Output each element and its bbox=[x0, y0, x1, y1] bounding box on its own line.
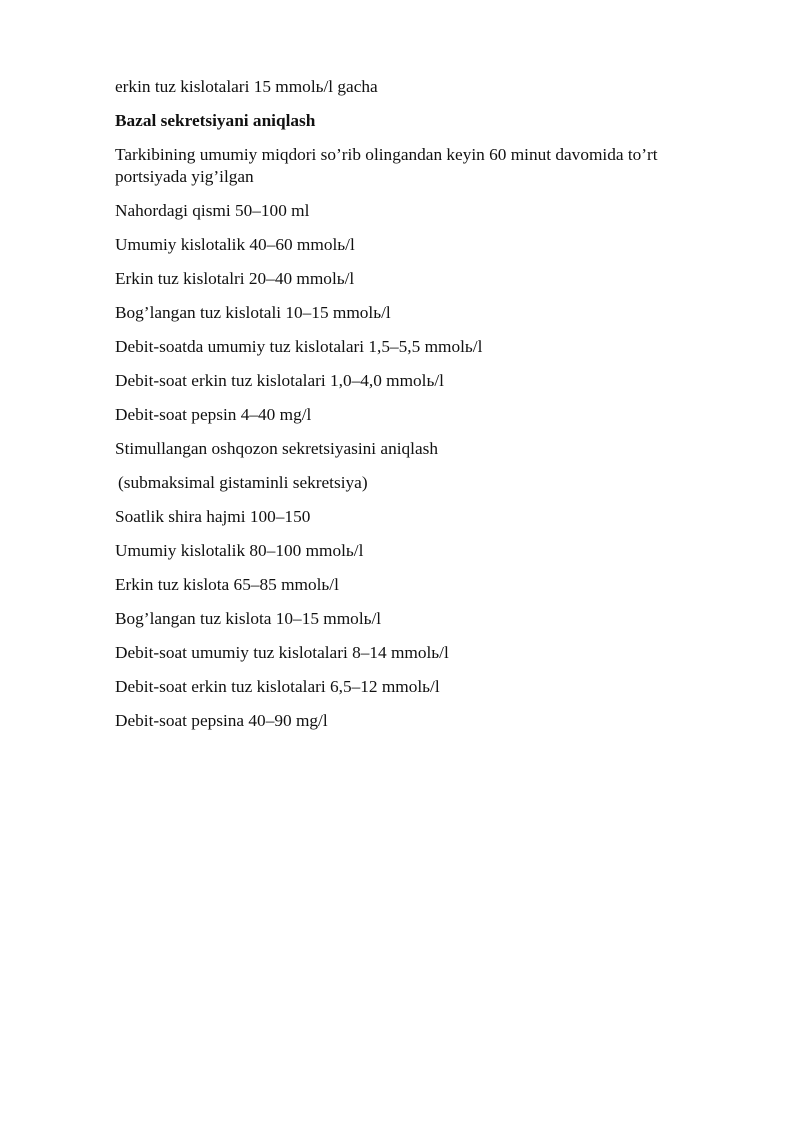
text-line-stim-bound-hcl: Bog’langan tuz kislota 10–15 mmolь/l bbox=[115, 609, 382, 628]
document-body bbox=[115, 76, 715, 744]
text-line-debit-pepsin: Debit-soat pepsin 4–40 mg/l bbox=[115, 405, 312, 424]
text-line-stim-debit-free-hcl: Debit-soat erkin tuz kislotalari 6,5–12 mmolь/l bbox=[115, 677, 440, 696]
text-line-bound-hcl: Bog’langan tuz kislotali 10–15 mmolь/l bbox=[115, 303, 391, 322]
text-line-stim-total-acidity: Umumiy kislotalik 80–100 mmolь/l bbox=[115, 541, 364, 560]
text-line-fasting-portion: Nahordagi qismi 50–100 ml bbox=[115, 201, 310, 220]
text-line-free-hcl: Erkin tuz kislotalri 20–40 mmolь/l bbox=[115, 269, 355, 288]
text-line-submaximal-histamine: (submaksimal gistaminli sekretsiya) bbox=[118, 473, 368, 492]
text-line-stim-debit-pepsin: Debit-soat pepsina 40–90 mg/l bbox=[115, 711, 328, 730]
section-heading-basal-secretion: Bazal sekretsiyani aniqlash bbox=[115, 111, 316, 130]
text-line-stim-debit-total-hcl: Debit-soat umumiy tuz kislotalari 8–14 mmolь/l bbox=[115, 643, 449, 662]
text-line-hourly-juice-volume: Soatlik shira hajmi 100–150 bbox=[115, 507, 311, 526]
text-line-total-acidity: Umumiy kislotalik 40–60 mmolь/l bbox=[115, 235, 355, 254]
section-heading-stimulated-secretion: Stimullangan oshqozon sekretsiyasini aniqlash bbox=[115, 439, 439, 458]
text-paragraph-collection-method: Tarkibining umumiy miqdori so’rib olingandan keyin 60 minut davomida to’rt portsiyada yig’ilgan bbox=[115, 145, 658, 186]
text-line-debit-free-hcl: Debit-soat erkin tuz kislotalari 1,0–4,0 mmolь/l bbox=[115, 371, 444, 390]
text-line-debit-total-hcl: Debit-soatda umumiy tuz kislotalari 1,5–5,5 mmolь/l bbox=[115, 337, 483, 356]
text-line-stim-free-hcl: Erkin tuz kislota 65–85 mmolь/l bbox=[115, 575, 339, 594]
text-line-free-hcl-limit: erkin tuz kislotalari 15 mmolь/l gacha bbox=[115, 77, 378, 96]
